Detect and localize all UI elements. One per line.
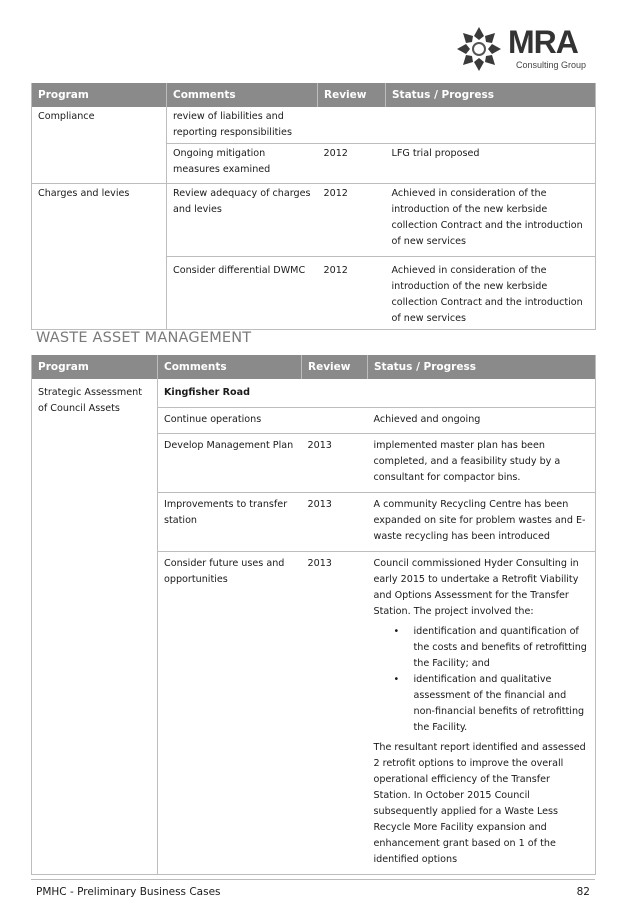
header-review: Review <box>302 355 368 379</box>
status-outro: The resultant report identified and assessed 2 retrofit options to improve the overall operational efficiency of the Transfer Station. In October 2015 Council subsequently applied for a Waste Less Recycle More Facility expansion and enhancement grant based on 1 of the identified options <box>373 742 586 865</box>
review-cell: 2012 <box>318 144 386 184</box>
logo-text: MRA <box>508 24 578 60</box>
status-cell: LFG trial proposed <box>386 144 596 184</box>
review-cell <box>302 408 368 434</box>
status-cell <box>368 552 596 875</box>
review-cell: 2013 <box>302 552 368 875</box>
review-cell: 2012 <box>318 184 386 257</box>
header-program: Program <box>32 355 158 379</box>
logo <box>454 22 594 74</box>
status-cell: Achieved in consideration of the introduction of the new kerbside collection Contract and the introduction of new services <box>386 257 596 330</box>
table-row <box>32 107 596 144</box>
status-cell: A community Recycling Centre has been expanded on site for problem wastes and E-waste recycling has been introduced <box>368 493 596 552</box>
status-cell <box>386 107 596 144</box>
comment-cell: review of liabilities and reporting responsibilities <box>173 111 292 138</box>
program-table-1 <box>31 83 596 330</box>
header-review: Review <box>318 83 386 107</box>
review-cell: 2013 <box>302 493 368 552</box>
program-cell: Charges and levies <box>32 184 167 330</box>
header-comments: Comments <box>158 355 302 379</box>
table-header <box>32 355 596 379</box>
status-cell: implemented master plan has been completed, and a feasibility study by a consultant for compactor bins. <box>368 434 596 493</box>
comment-cell: Consider differential DWMC <box>167 257 318 330</box>
status-cell: Achieved in consideration of the introduction of the new kerbside collection Contract and the introduction of new services <box>386 184 596 257</box>
program-table-2 <box>31 355 596 875</box>
comment-cell: Continue operations <box>158 408 302 434</box>
page-number: 82 <box>576 886 590 898</box>
status-bullet-list <box>374 624 590 736</box>
table-header <box>32 83 596 107</box>
list-item: • identification and qualitative assessment of the financial and non-financial benefits of retrofitting the Facility. <box>414 672 590 736</box>
table-row <box>32 184 596 257</box>
review-cell: 2012 <box>318 257 386 330</box>
review-cell: 2013 <box>302 434 368 493</box>
program-cell: Compliance <box>32 107 167 184</box>
header-status: Status / Progress <box>386 83 596 107</box>
list-item: • identification and quantification of the costs and benefits of retrofitting the Facility; and <box>414 624 590 672</box>
status-intro: Council commissioned Hyder Consulting in early 2015 to undertake a Retrofit Viability and Options Assessment for the Transfer Station. The project involved the: <box>373 558 579 617</box>
comment-cell: Consider future uses and opportunities <box>158 552 302 875</box>
status-cell: Achieved and ongoing <box>368 408 596 434</box>
subheading-cell: Kingfisher Road <box>164 387 250 398</box>
logo-subtitle: Consulting Group <box>516 60 587 70</box>
header-program: Program <box>32 83 167 107</box>
review-cell <box>318 107 386 144</box>
logo-mark-icon <box>454 24 504 74</box>
comment-cell: Develop Management Plan <box>158 434 302 493</box>
header-comments: Comments <box>167 83 318 107</box>
footer-title: PMHC - Preliminary Business Cases <box>36 886 221 898</box>
header-status: Status / Progress <box>368 355 596 379</box>
comment-cell: Ongoing mitigation measures examined <box>167 144 318 184</box>
section-title: WASTE ASSET MANAGEMENT <box>36 330 252 346</box>
footer-divider <box>31 879 595 880</box>
table-row <box>32 379 596 408</box>
comment-cell: Improvements to transfer station <box>158 493 302 552</box>
comment-cell: Review adequacy of charges and levies <box>167 184 318 257</box>
program-cell: Strategic Assessment of Council Assets <box>32 379 158 875</box>
